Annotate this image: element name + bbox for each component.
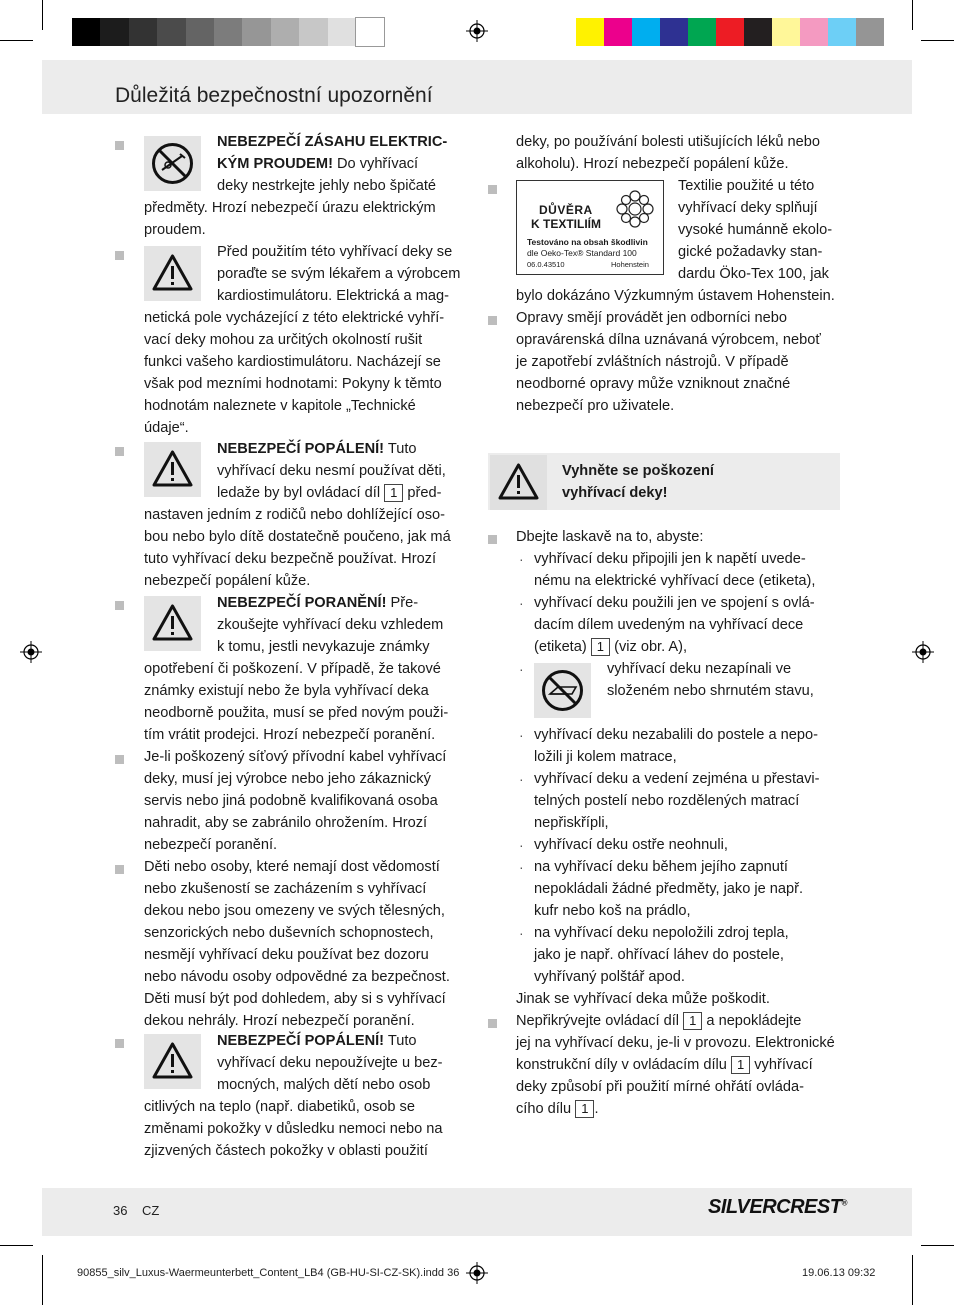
- oeko-tex-logo: DŮVĚRA K TEXTILIÍM Testováno na obsah škodlivin dle Oeko-Tex® Standard 100 06.0.43510 Hohenstein: [516, 180, 664, 275]
- registration-mark-icon: [466, 1262, 488, 1284]
- crop-mark: [0, 40, 33, 41]
- part-number-box: 1: [591, 638, 610, 656]
- flower-icon: [613, 187, 657, 231]
- bullet: [115, 447, 124, 456]
- brand-logo: SILVERCREST®: [708, 1196, 847, 1218]
- registration-mark-icon: [20, 641, 42, 663]
- color-swatch: [214, 18, 242, 46]
- color-swatch: [271, 18, 299, 46]
- color-swatch: [632, 18, 660, 46]
- page-number: 36: [113, 1203, 128, 1218]
- warning-icon: [144, 246, 201, 301]
- crop-mark: [912, 1255, 913, 1305]
- registration-mark-icon: [912, 641, 934, 663]
- bullet: [488, 535, 497, 544]
- color-swatch: [576, 18, 604, 46]
- bullet: [115, 865, 124, 874]
- warning-icon: [144, 1034, 201, 1089]
- color-swatch: [242, 18, 270, 46]
- color-swatch: [157, 18, 185, 46]
- color-swatch: [716, 18, 744, 46]
- color-swatch: [186, 18, 214, 46]
- color-swatch: [660, 18, 688, 46]
- color-swatch: [72, 18, 100, 46]
- bullet: [115, 251, 124, 260]
- color-swatch: [744, 18, 772, 46]
- part-number-box: 1: [683, 1012, 702, 1030]
- crop-mark: [42, 0, 43, 30]
- warning-heading: NEBEZPEČÍ POPÁLENÍ!: [217, 1033, 385, 1049]
- crop-mark: [921, 1245, 954, 1246]
- registration-mark-icon: [466, 20, 488, 42]
- crop-mark: [921, 40, 954, 41]
- part-number-box: 1: [731, 1056, 750, 1074]
- color-swatch: [828, 18, 856, 46]
- color-swatch: [328, 18, 356, 46]
- bullet: [488, 185, 497, 194]
- bullet: [115, 601, 124, 610]
- no-needle-icon: [144, 136, 201, 191]
- warning-heading: NEBEZPEČÍ ZÁSAHU ELEKTRIC-: [217, 134, 448, 150]
- file-slug: 90855_silv_Luxus-Waermeunterbett_Content_LB4 (GB-HU-SI-CZ-SK).indd 36: [77, 1267, 460, 1279]
- part-number-box: 1: [384, 484, 403, 502]
- language-code: CZ: [142, 1203, 160, 1218]
- date-slug: 19.06.13 09:32: [802, 1267, 876, 1279]
- color-swatch: [856, 18, 884, 46]
- color-swatch: [604, 18, 632, 46]
- bullet: [488, 316, 497, 325]
- crop-mark: [42, 1255, 43, 1305]
- warning-icon: [144, 442, 201, 497]
- warning-heading: NEBEZPEČÍ PORANĚNÍ!: [217, 595, 387, 611]
- color-swatch: [356, 18, 384, 46]
- bullet: [115, 141, 124, 150]
- color-swatch: [800, 18, 828, 46]
- color-swatch: [129, 18, 157, 46]
- crop-mark: [912, 0, 913, 30]
- bullet: [488, 1019, 497, 1028]
- part-number-box: 1: [575, 1100, 594, 1118]
- bullet: [115, 1039, 124, 1048]
- no-folding-icon: [534, 663, 591, 718]
- page-title: Důležitá bezpečnostní upozornění: [115, 84, 433, 107]
- bullet: [115, 755, 124, 764]
- color-swatch: [688, 18, 716, 46]
- warning-icon: [490, 455, 547, 510]
- crop-mark: [0, 1245, 33, 1246]
- color-swatch: [299, 18, 327, 46]
- color-swatch: [772, 18, 800, 46]
- section-heading: Vyhněte se poškození vyhřívací deky!: [562, 463, 714, 501]
- warning-icon: [144, 596, 201, 651]
- color-swatch: [100, 18, 128, 46]
- warning-heading: NEBEZPEČÍ POPÁLENÍ!: [217, 441, 385, 457]
